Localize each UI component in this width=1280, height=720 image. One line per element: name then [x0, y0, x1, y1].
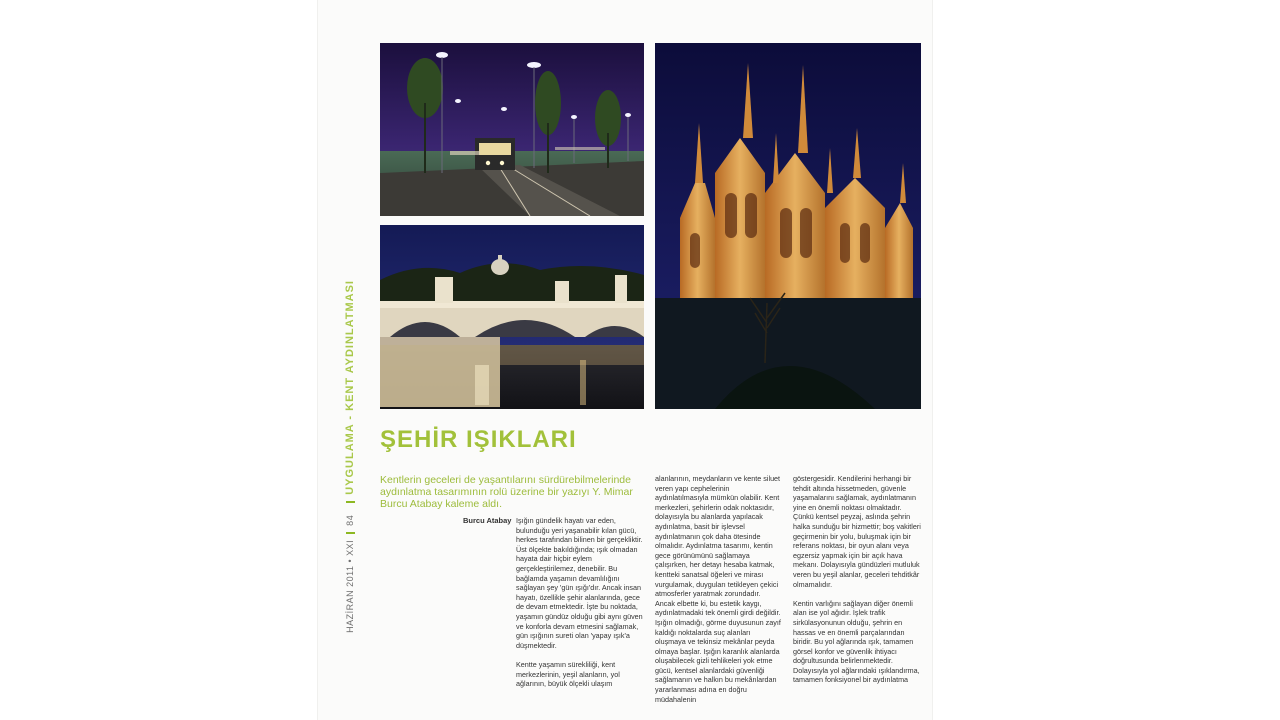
- sidebar-text: [338, 280, 362, 690]
- paragraph: göstergesidir. Kendilerini herhangi bir tehdit altında hissetmeden, güvenle yaşamalarını sağlamak, aydınlatmanın yine en önemli noktası olmaktadır. Çünkü kentsel peyzaj, aslında şehrin halka sunduğu bir hizmettir; boş vakitleri geçirmenin bir yolu, buluşmak için bir referans noktası, bir oyun alanı veya egzersiz yapmak için bir açık hava mekanı. Dolayısıyla gündüzleri mutluluk veren bu yeşil alanlar, geceleri tehditkâr olmamalıdır.: [793, 474, 921, 589]
- article-author: Burcu Atabay: [463, 516, 512, 525]
- page-number: 84: [345, 514, 355, 526]
- issue-date: HAZİRAN 2011 • XXI: [345, 539, 355, 633]
- paragraph: Işığın gündelik hayatı var eden, bulunduğu yeri yaşanabilir kılan gücü, herkes tarafından bilinen bir gerçekliktir. Üst ölçekte bakıldığında; ışık olmadan hayata dair hiçbir eylem gerçekleştirilemez, denebilir. Bu bağlamda yaşamın devamlılığını sağlayan şey 'gün ışığı'dır. Ancak insan hayatı, özellikle şehir alanlarında, gece de devam etmektedir. İşte bu noktada, yaşamın gündüz olduğu gibi aynı güven ve konforla devam etmesini sağlamak, gün ışığının sureti olan 'yapay ışık'a düşmektedir.: [516, 516, 643, 650]
- article-title: ŞEHİR IŞIKLARI: [380, 426, 577, 453]
- article-lead: Kentlerin geceleri de yaşantılarını sürdürebilmelerinde aydınlatma tasarımının rolü üzerine bir yazıyı Y. Mimar Burcu Atabay kaleme aldı.: [380, 474, 633, 510]
- cathedral-night-photo: [655, 43, 921, 409]
- section-label: UYGULAMA - KENT AYDINLATMASI: [344, 280, 356, 495]
- paragraph: Kentte yaşamın sürekliliği, kent merkezlerinin, yeşil alanların, yol ağlarının, büyük ölçekli ulaşım: [516, 659, 620, 689]
- tram-night-photo: [380, 43, 644, 216]
- sidebar-running-head: [338, 280, 362, 690]
- text-column-1: [516, 516, 643, 716]
- text-column-2: [655, 474, 782, 716]
- bridge-night-photo: [380, 225, 644, 409]
- paragraph: alanlarının, meydanların ve kente siluet veren yapı cephelerinin aydınlatılmasıyla mümkün olabilir. Kent merkezleri, şehirlerin odak noktasıdır, dolayısıyla bu alanlarda yapılacak aydınlatma, basit bir işlevsel aydınlatmanın çok daha ötesinde olmalıdır. Aydınlatma tasarımı, kentin gece görünümünü sağlamaya çalışırken, her detayı hesaba katmak, kentteki sanatsal öğeleri ve mirası vurgulamak, duyguları tetikleyen çekici atmosferler yaratmak zorundadır. Ancak elbette ki, bu estetik kaygı, aydınlatmadaki tek önemli girdi değildir. Işığın olmadığı, görme duyusunun zayıf kaldığı noktalarda suç alanları oluşmaya ve tekinsiz mekânlar peyda olmaya başlar. Işığın karanlık alanlarda oluşabilecek gizli tehlikeleri yok etme gücü, kentsel alanlardaki güvenliği sağlamanın ve halkın bu mekânlardan yararlanması adına en doğru müdahalenin: [655, 474, 781, 704]
- paragraph: Kentin varlığını sağlayan diğer önemli alan ise yol ağıdır. İşlek trafik sirkülasyonunun olduğu, şehrin en hassas ve en önemli parçalarından biridir. Bu yol ağlarında ışık, tamamen görsel konfor ve güvenlik ihtiyacı doğrultusunda belirlenmektedir. Dolayısıyla yol ağlarındaki ışıklandırma, tamamen fonksiyonel bir aydınlatma: [793, 598, 920, 685]
- sidebar-divider: [346, 501, 355, 503]
- sidebar-divider: [346, 532, 355, 534]
- text-column-3: [793, 474, 921, 716]
